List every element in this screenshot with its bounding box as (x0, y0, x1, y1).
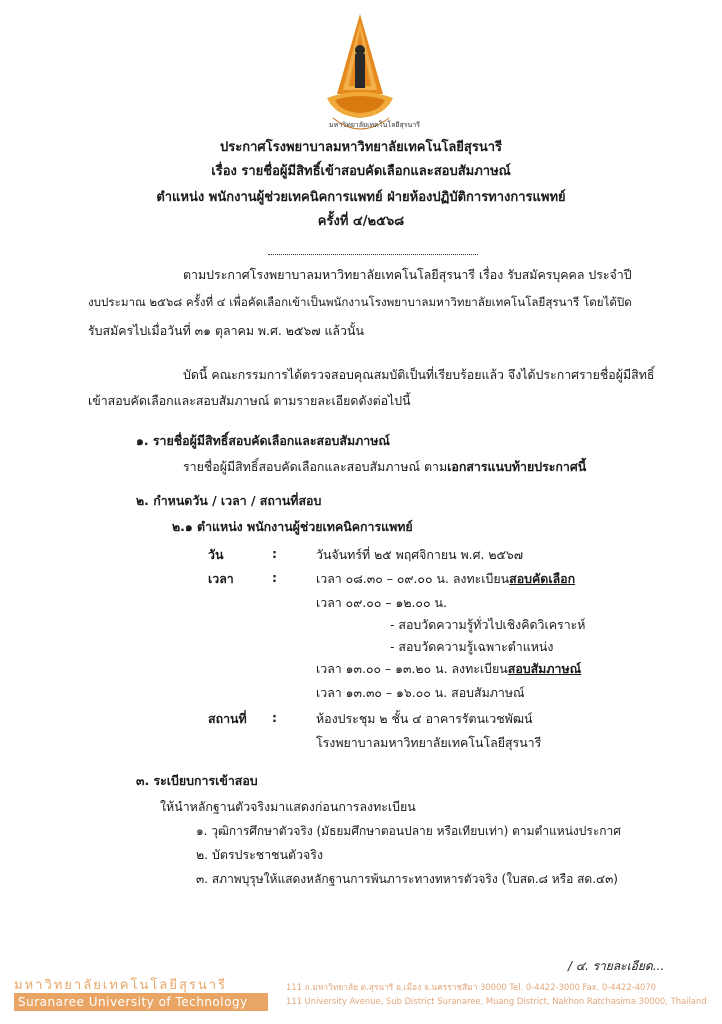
day-label: วัน (208, 547, 224, 562)
section-3-item-3: ๓. สภาพบุรุษให้แสดงหลักฐานการพ้นภาระทางทหารตัวจริง (ใบสด.๘ หรือ สด.๔๓) (196, 872, 618, 886)
time-slot-3-text: เวลา ๑๓.๐๐ – ๑๓.๒๐ น. ลงทะเบียน (316, 661, 508, 676)
section-1-text-b: เอกสารแนบท้ายประกาศนี้ (447, 459, 587, 474)
intro-line-2: งบประมาณ ๒๕๖๘ ครั้งที่ ๔ เพื่อคัดเลือกเข้าเป็นพนักงานโรงพยาบาลมหาวิทยาลัยเทคโนโลยีสุรนารี โดยได้ปิด (88, 295, 632, 309)
header-line-1: ประกาศโรงพยาบาลมหาวิทยาลัยเทคโนโลยีสุรนารี (220, 140, 502, 155)
header-line-2: เรื่อง รายชื่อผู้มีสิทธิ์เข้าสอบคัดเลือกและสอบสัมภาษณ์ (211, 164, 511, 179)
place-line-2: โรงพยาบาลมหาวิทยาลัยเทคโนโลยีสุรนารี (316, 735, 542, 750)
intro-line-5: เข้าสอบคัดเลือกและสอบสัมภาษณ์ ตามรายละเอียดดังต่อไปนี้ (88, 393, 411, 408)
footer-university-english: Suranaree University of Technology (14, 993, 268, 1011)
time-colon: : (272, 570, 277, 585)
time-slot-2-sub-1: - สอบวัดความรู้ทั่วไปเชิงคิดวิเคราะห์ (390, 617, 586, 632)
day-value: วันจันทร์ที่ ๒๕ พฤศจิกายน พ.ศ. ๒๕๖๗ (316, 547, 524, 562)
time-slot-1 (316, 570, 575, 589)
footer-address-english: 111 University Avenue, Sub District Suranaree, Muang District, Nakhon Ratchasima 30000, Thailand (286, 996, 707, 1006)
time-slot-2: เวลา ๐๙.๐๐ – ๑๒.๐๐ น. (316, 595, 447, 610)
time-slot-4: เวลา ๑๓.๓๐ – ๑๖.๐๐ น. สอบสัมภาษณ์ (316, 685, 525, 700)
intro-line-3: รับสมัครไปเมื่อวันที่ ๓๑ ตุลาคม พ.ศ. ๒๕๖๗ แล้วนั้น (88, 323, 364, 338)
section-1-text-a: รายชื่อผู้มีสิทธิ์สอบคัดเลือกและสอบสัมภาษณ์ ตาม (183, 459, 448, 474)
header-line-4: ครั้งที่ ๔/๒๕๖๘ (317, 214, 405, 229)
time-slot-3 (316, 660, 581, 679)
section-3-intro: ให้นำหลักฐานตัวจริงมาแสดงก่อนการลงทะเบียน (160, 799, 416, 814)
time-slot-2-sub-2: - สอบวัดความรู้เฉพาะตำแหน่ง (390, 639, 554, 654)
section-2-title: ๒. กำหนดวัน / เวลา / สถานที่สอบ (136, 493, 322, 508)
divider (268, 254, 478, 255)
place-label: สถานที่ (208, 711, 247, 726)
footer-university-thai: มหาวิทยาลัยเทคโนโลยีสุรนารี (14, 978, 228, 993)
section-3-item-2: ๒. บัตรประชาชนตัวจริง (196, 847, 324, 862)
place-colon: : (272, 710, 277, 725)
header-line-3: ตำแหน่ง พนักงานผู้ช่วยเทคนิคการแพทย์ ฝ่ายห้องปฏิบัติการทางการแพทย์ (156, 190, 566, 205)
place-line-1: ห้องประชุม ๒ ชั้น ๔ อาคารรัตนเวชพัฒน์ (316, 711, 533, 726)
time-label: เวลา (208, 571, 234, 586)
logo-caption: มหาวิทยาลัยเทคโนโลยีสุรนารี (329, 121, 421, 129)
section-1-text (183, 458, 586, 477)
time-slot-1-text: เวลา ๐๘.๓๐ – ๐๙.๐๐ น. ลงทะเบียน (316, 571, 510, 586)
time-slot-1-emphasis: สอบคัดเลือก (509, 571, 576, 586)
footer-address-thai: 111 ถ.มหาวิทยาลัย ต.สุรนารี อ.เมือง จ.นครราชสีมา 30000 Tel. 0-4422-3000 Fax. 0-4422-4070 (286, 982, 657, 992)
university-logo (315, 12, 421, 142)
section-3-item-1: ๑. วุฒิการศึกษาตัวจริง (มัธยมศึกษาตอนปลาย หรือเทียบเท่า) ตามตำแหน่งประกาศ (196, 824, 621, 838)
continued-marker: / ๔. รายละเอียด... (568, 959, 665, 973)
section-2-subtitle: ๒.๑ ตำแหน่ง พนักงานผู้ช่วยเทคนิคการแพทย์ (172, 519, 413, 534)
intro-line-4: บัดนี้ คณะกรรมการได้ตรวจสอบคุณสมบัติเป็นที่เรียบร้อยแล้ว จึงได้ประกาศรายชื่อผู้มีสิทธิ์ (183, 367, 655, 382)
day-colon: : (272, 546, 277, 561)
intro-line-1: ตามประกาศโรงพยาบาลมหาวิทยาลัยเทคโนโลยีสุรนารี เรื่อง รับสมัครบุคคล ประจำปี (183, 267, 632, 282)
section-1-title: ๑. รายชื่อผู้มีสิทธิ์สอบคัดเลือกและสอบสัมภาษณ์ (136, 433, 390, 448)
section-3-title: ๓. ระเบียบการเข้าสอบ (136, 773, 258, 788)
time-slot-3-emphasis: สอบสัมภาษณ์ (507, 661, 582, 676)
